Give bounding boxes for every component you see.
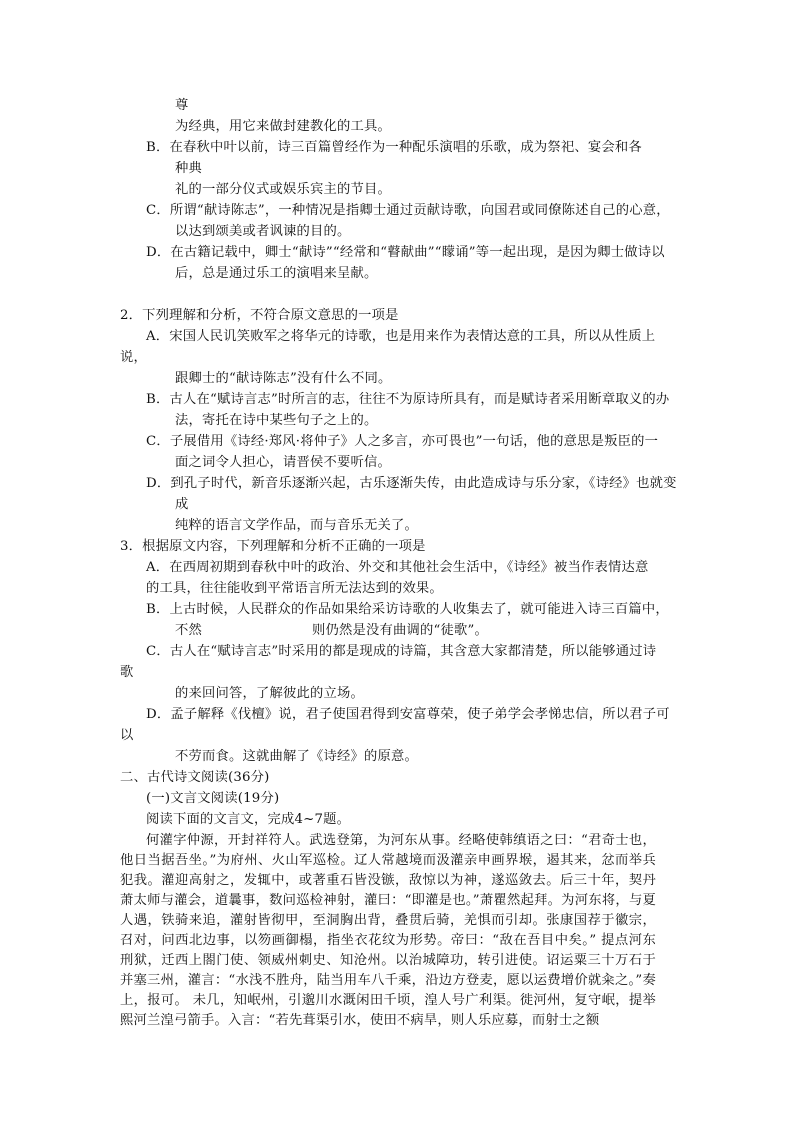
q3-option-b-line-2-part-b: 则仍然是没有曲调的“徒歌”。 — [312, 623, 488, 638]
q2-option-b-line-1: B．古人在“赋诗言志”时所言的志，往往不为原诗所具有，而是赋诗者采用断章取义的办 — [146, 392, 670, 407]
q2-option-b-line-2: 法，寄托在诗中某些句子之上的。 — [175, 413, 378, 428]
option-a-continuation-1: 尊 — [175, 98, 189, 113]
section-2-subtitle: (一)文言文阅读(19分) — [146, 791, 280, 806]
q3-option-c-line-3: 的来回问答，了解彼此的立场。 — [175, 686, 364, 701]
q3-option-b-line-2 — [175, 621, 488, 641]
q3-option-a-line-2: 的工具，往往能收到平常语言所无法达到的效果。 — [146, 581, 443, 596]
q3-option-d-line-1: D．孟子解释《伐檀》说，君子使国君得到安富尊荣，使子弟学会孝悌忠信，所以君子可 — [146, 707, 670, 722]
q2-option-a-line-2: 说， — [120, 350, 147, 365]
option-c-line-1: C．所谓“献诗陈志”，一种情况是指卿士通过贡献诗歌，向国君或同僚陈述自己的心意， — [146, 203, 670, 218]
q3-option-d-line-2: 以 — [120, 728, 134, 743]
section-2-title: 二、古代诗文阅读(36分) — [120, 770, 270, 785]
option-a-continuation-2: 为经典，用它来做封建教化的工具。 — [175, 119, 391, 134]
option-c-line-2: 以达到颂美或者讽谏的目的。 — [175, 224, 351, 239]
option-b-line-2: 种典 — [175, 161, 202, 176]
option-d-line-2: 后，总是通过乐工的演唱来呈献。 — [175, 266, 378, 281]
q3-option-b-line-2-part-a: 不然 — [175, 623, 202, 638]
q3-option-a-line-1: A．在西周初期到春秋中叶的政治、外交和其他社会生活中，《诗经》被当作表情达意 — [146, 560, 649, 575]
q3-option-d-line-3: 不劳而食。这就曲解了《诗经》的原意。 — [175, 749, 418, 764]
question-3-stem: 3．根据原文内容，下列理解和分析不正确的一项是 — [120, 539, 426, 554]
q2-option-d-line-1: D．到孔子时代，新音乐逐渐兴起，古乐逐渐失传，由此造成诗与乐分家，《诗经》也就变 — [146, 476, 677, 491]
question-2-stem: 2．下列理解和分析，不符合原文意思的一项是 — [120, 308, 399, 323]
q3-option-c-line-1: C．古人在“赋诗言志”时采用的都是现成的诗篇，其含意大家都清楚，所以能够通过诗 — [146, 644, 657, 659]
option-b-line-3: 礼的一部分仪式或娱乐宾主的节目。 — [175, 182, 391, 197]
classical-passage: 何灌字仲源，开封祥符人。武选登第，为河东从事。经略使韩缜语之曰：“君奇士也，他日当据吾坐。”为府州、火山军巡检。辽人常越境而汲灌亲申画界堠，遏其来，忿而举兵犯我。灌迎高射之，发辄中，或著重石皆没镞，敌惊以为神，遂巡敛去。后三十年，契丹萧太师与灌会，道曩事，数问巡检神射，灌曰：“即灌是也。”萧瞿然起拜。为河东将，与夏人遇，铁骑来追，灌射皆彻甲，至洞胸出背，叠贯后骑，羌惧而引却。张康国荐于徽宗，召对，问西北边事，以笏画御榻，指坐衣花纹为形势。帝曰：“敌在吾目中矣。” 提点河东刑狱，迁西上閤门使、领威州刺史、知沧州。以治城障功，转引进使。诏运粟三十万石于并塞三州，灌言：“水浅不胜舟，陆当用车八千乘，沿边方登麦，愿以运费增价就籴之。”奏上，报可。 未几，知岷州，引邈川水溉闲田千顷，湟人号广利渠。徙河州，复守岷，提举熙河兰湟弓箭手。入言：“若先葺渠引水，使田不病旱，则人乐应募，而射士之额 — [120, 833, 656, 1028]
q2-option-c-line-1: C．子展借用《诗经·郑风·将仲子》人之多言，亦可畏也”一句话，他的意思是叛臣的一 — [146, 434, 659, 449]
q2-option-a-line-3: 跟卿士的“献诗陈志”没有什么不同。 — [175, 371, 392, 386]
q3-option-c-line-2: 歌 — [120, 665, 134, 680]
q3-option-b-line-1: B．上古时候，人民群众的作品如果给采访诗歌的人收集去了，就可能进入诗三百篇中， — [146, 602, 669, 617]
reading-instruction: 阅读下面的文言文，完成4~7题。 — [146, 812, 351, 827]
option-d-line-1: D．在古籍记载中，卿士“献诗”“经常和“瞽献曲”“矇诵”等一起出现，是因为卿士做诗以 — [146, 245, 665, 260]
option-b-line-1: B．在春秋中叶以前，诗三百篇曾经作为一种配乐演唱的乐歌，成为祭祀、宴会和各 — [146, 140, 642, 155]
q2-option-d-line-2: 成 — [175, 497, 189, 512]
q2-option-a-line-1: A．宋国人民讥笑败军之将华元的诗歌，也是用来作为表情达意的工具，所以从性质上 — [146, 329, 656, 344]
q2-option-d-line-3: 纯粹的语言文学作品，而与音乐无关了。 — [175, 518, 418, 533]
q2-option-c-line-2: 面之词令人担心，请晋侯不要听信。 — [175, 455, 391, 470]
